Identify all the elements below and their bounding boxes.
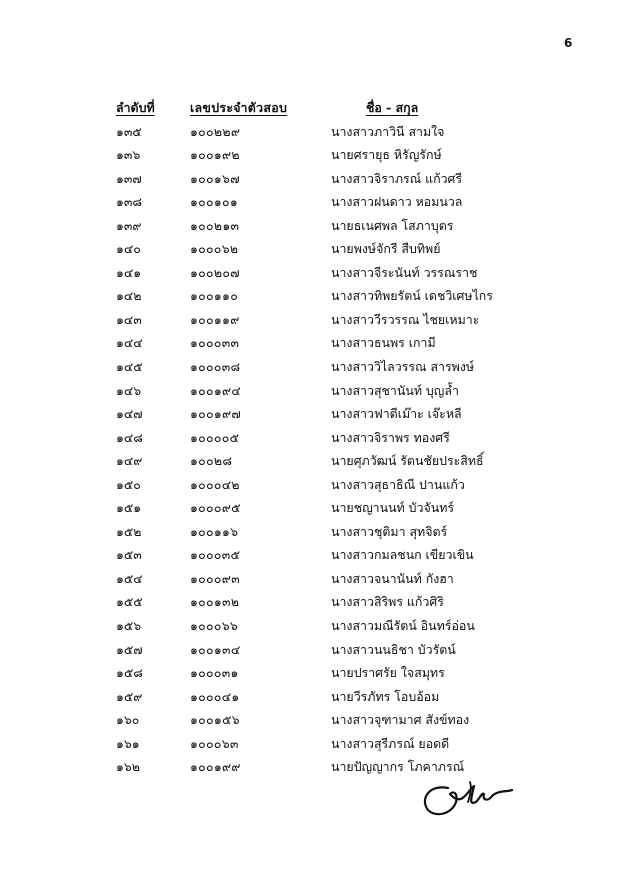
exam-id-cell: ๑๐๐๑๕๖ (190, 712, 240, 728)
exam-id-cell: ๑๐๐๑๑๖ (190, 523, 239, 539)
table-row (0, 567, 632, 591)
table-row (0, 590, 632, 614)
exam-id-cell: ๑๐๐๑๓๔ (190, 641, 241, 657)
name-cell: นางสาวจีระนันท์ วรรณราช (331, 264, 478, 280)
table-row (0, 638, 632, 662)
exam-id-cell: ๑๐๐๑๙๒ (190, 147, 240, 163)
order-cell: ๑๔๘ (116, 429, 143, 445)
exam-id-cell: ๑๐๐๐๓๕ (190, 547, 241, 563)
name-cell: นางสาวจุฑามาศ สังข์ทอง (331, 712, 470, 728)
table-row (0, 331, 632, 355)
order-cell: ๑๕๖ (116, 618, 142, 634)
table-row (0, 685, 632, 709)
exam-id-cell: ๑๐๐๐๔๑ (190, 688, 240, 704)
table-row (0, 308, 632, 332)
exam-id-cell: ๑๐๐๐๓๑ (190, 665, 239, 681)
order-cell: ๑๕๙ (116, 688, 143, 704)
order-cell: ๑๔๑ (116, 264, 142, 280)
table-row (0, 284, 632, 308)
table-row (0, 449, 632, 473)
table-row (0, 379, 632, 403)
name-cell: นางสาวธนพร เกามี (331, 335, 436, 351)
name-cell: นางสาวจิราภรณ์ แก้วศรี (331, 170, 463, 186)
header-order: ลำดับที่ (116, 100, 155, 115)
table-row (0, 708, 632, 732)
name-cell: นายวีรภัทร โอบอ้อม (331, 688, 440, 704)
exam-id-cell: ๑๐๐๐๙๓ (190, 570, 240, 586)
table-row (0, 496, 632, 520)
page-number: 6 (564, 36, 573, 50)
order-cell: ๑๔๔ (116, 335, 143, 351)
order-cell: ๑๕๐ (116, 476, 141, 492)
order-cell: ๑๔๓ (116, 311, 142, 327)
order-cell: ๑๔๕ (116, 359, 143, 375)
name-cell: นางสาวมณีรัตน์ อินทร์อ่อน (331, 618, 475, 634)
table-row (0, 732, 632, 756)
name-cell: นายศรายุธ หิรัญรักษ์ (331, 147, 442, 163)
name-cell: นางสาวสุธาธิณี ปานแก้ว (331, 476, 465, 492)
table-row (0, 520, 632, 544)
exam-id-cell: ๑๐๐๐๙๕ (190, 500, 241, 516)
table-row (0, 402, 632, 426)
name-cell: นางสาววีรวรรณ ไชยเหมาะ (331, 311, 480, 327)
table-row (0, 755, 632, 779)
order-cell: ๑๕๒ (116, 523, 142, 539)
table-row (0, 355, 632, 379)
exam-id-cell: ๑๐๐๑๖๗ (190, 170, 240, 186)
exam-id-cell: ๑๐๐๑๙๗ (190, 406, 242, 422)
table-row (0, 543, 632, 567)
candidate-list (0, 96, 632, 779)
table-row (0, 167, 632, 191)
name-cell: นางสาววิไลวรรณ สารพงษ์ (331, 359, 475, 375)
exam-id-cell: ๑๐๐๐๓๓ (190, 335, 240, 351)
order-cell: ๑๓๗ (116, 170, 142, 186)
name-cell: นางสาวฝนดาว หอมนวล (331, 194, 463, 210)
name-cell: นางสาวสุรีภรณ์ ยอดดี (331, 735, 450, 751)
name-cell: นายปัญญากร โภคาภรณ์ (331, 759, 465, 775)
order-cell: ๑๔๒ (116, 288, 142, 304)
exam-id-cell: ๑๐๐๒๘ (190, 453, 233, 469)
exam-id-cell: ๑๐๐๐๔๒ (190, 476, 240, 492)
name-cell: นางสาวกมลชนก เขียวเขิน (331, 547, 474, 563)
order-cell: ๑๕๘ (116, 665, 143, 681)
order-cell: ๑๓๙ (116, 217, 142, 233)
name-cell: นางสาวจิราพร ทองศรี (331, 429, 450, 445)
exam-id-cell: ๑๐๐๐๖๓ (190, 735, 239, 751)
name-cell: นายปราศรัย ใจสมุทร (331, 665, 445, 681)
name-cell: นางสาวจนานันท์ กังฮา (331, 570, 454, 586)
exam-id-cell: ๑๐๐๑๙๔ (190, 382, 242, 398)
exam-id-cell: ๑๐๐๑๑๐ (190, 288, 239, 304)
name-cell: นางสาวทิพยรัตน์ เดชวิเศษไกร (331, 288, 493, 304)
order-cell: ๑๕๑ (116, 500, 142, 516)
table-row (0, 614, 632, 638)
exam-id-cell: ๑๐๐๐๖๒ (190, 241, 239, 257)
order-cell: ๑๖๑ (116, 735, 140, 751)
signature-icon (418, 778, 514, 820)
name-cell: นายพงษ์จักรี สืบทิพย์ (331, 241, 441, 257)
header-name: ชื่อ - สกุล (366, 100, 419, 115)
exam-id-cell: ๑๐๐๐๐๕ (190, 429, 240, 445)
table-body (0, 120, 632, 779)
exam-id-cell: ๑๐๐๑๑๙ (190, 311, 240, 327)
order-cell: ๑๖๐ (116, 712, 140, 728)
table-row (0, 190, 632, 214)
table-row (0, 473, 632, 497)
exam-id-cell: ๑๐๐๒๒๙ (190, 123, 241, 139)
exam-id-cell: ๑๐๐๐๖๖ (190, 618, 239, 634)
name-cell: นางสาวชุติมา สุทจิตร์ (331, 523, 448, 539)
order-cell: ๑๔๐ (116, 241, 141, 257)
header-exam-id: เลขประจำตัวสอบ (190, 100, 288, 115)
exam-id-cell: ๑๐๐๑๓๒ (190, 594, 240, 610)
order-cell: ๑๕๗ (116, 641, 143, 657)
name-cell: นางสาวสุชานันท์ บุญล้ำ (331, 382, 459, 398)
name-cell: นายศุภวัฒน์ รัตนชัยประสิทธิ์ (331, 453, 484, 469)
table-row (0, 661, 632, 685)
table-row (0, 261, 632, 285)
order-cell: ๑๔๙ (116, 453, 143, 469)
table-row (0, 143, 632, 167)
order-cell: ๑๕๓ (116, 547, 142, 563)
name-cell: นางสาวภาวินี สามใจ (331, 123, 445, 139)
order-cell: ๑๕๔ (116, 570, 143, 586)
exam-id-cell: ๑๐๐๑๐๑ (190, 194, 239, 210)
order-cell: ๑๖๒ (116, 759, 140, 775)
exam-id-cell: ๑๐๐๑๙๙ (190, 759, 241, 775)
order-cell: ๑๔๗ (116, 406, 143, 422)
exam-id-cell: ๑๐๐๒๐๗ (190, 264, 240, 280)
table-row (0, 214, 632, 238)
name-cell: นายชญานนท์ บัวจันทร์ (331, 500, 455, 516)
name-cell: นายธเนศพล โสภาบุตร (331, 217, 454, 233)
table-row (0, 120, 632, 144)
name-cell: นางสาวนนธิชา บัวรัตน์ (331, 641, 456, 657)
table-row (0, 426, 632, 450)
order-cell: ๑๕๕ (116, 594, 143, 610)
order-cell: ๑๓๕ (116, 123, 142, 139)
table-row (0, 237, 632, 261)
order-cell: ๑๓๘ (116, 194, 142, 210)
name-cell: นางสาวสิริพร แก้วศิริ (331, 594, 444, 610)
exam-id-cell: ๑๐๐๐๓๘ (190, 359, 241, 375)
name-cell: นางสาวฟาตีเม๊าะ เจ๊ะหลี (331, 406, 462, 422)
order-cell: ๑๓๖ (116, 147, 141, 163)
order-cell: ๑๔๖ (116, 382, 142, 398)
exam-id-cell: ๑๐๐๒๑๓ (190, 217, 240, 233)
table-header (0, 96, 632, 120)
